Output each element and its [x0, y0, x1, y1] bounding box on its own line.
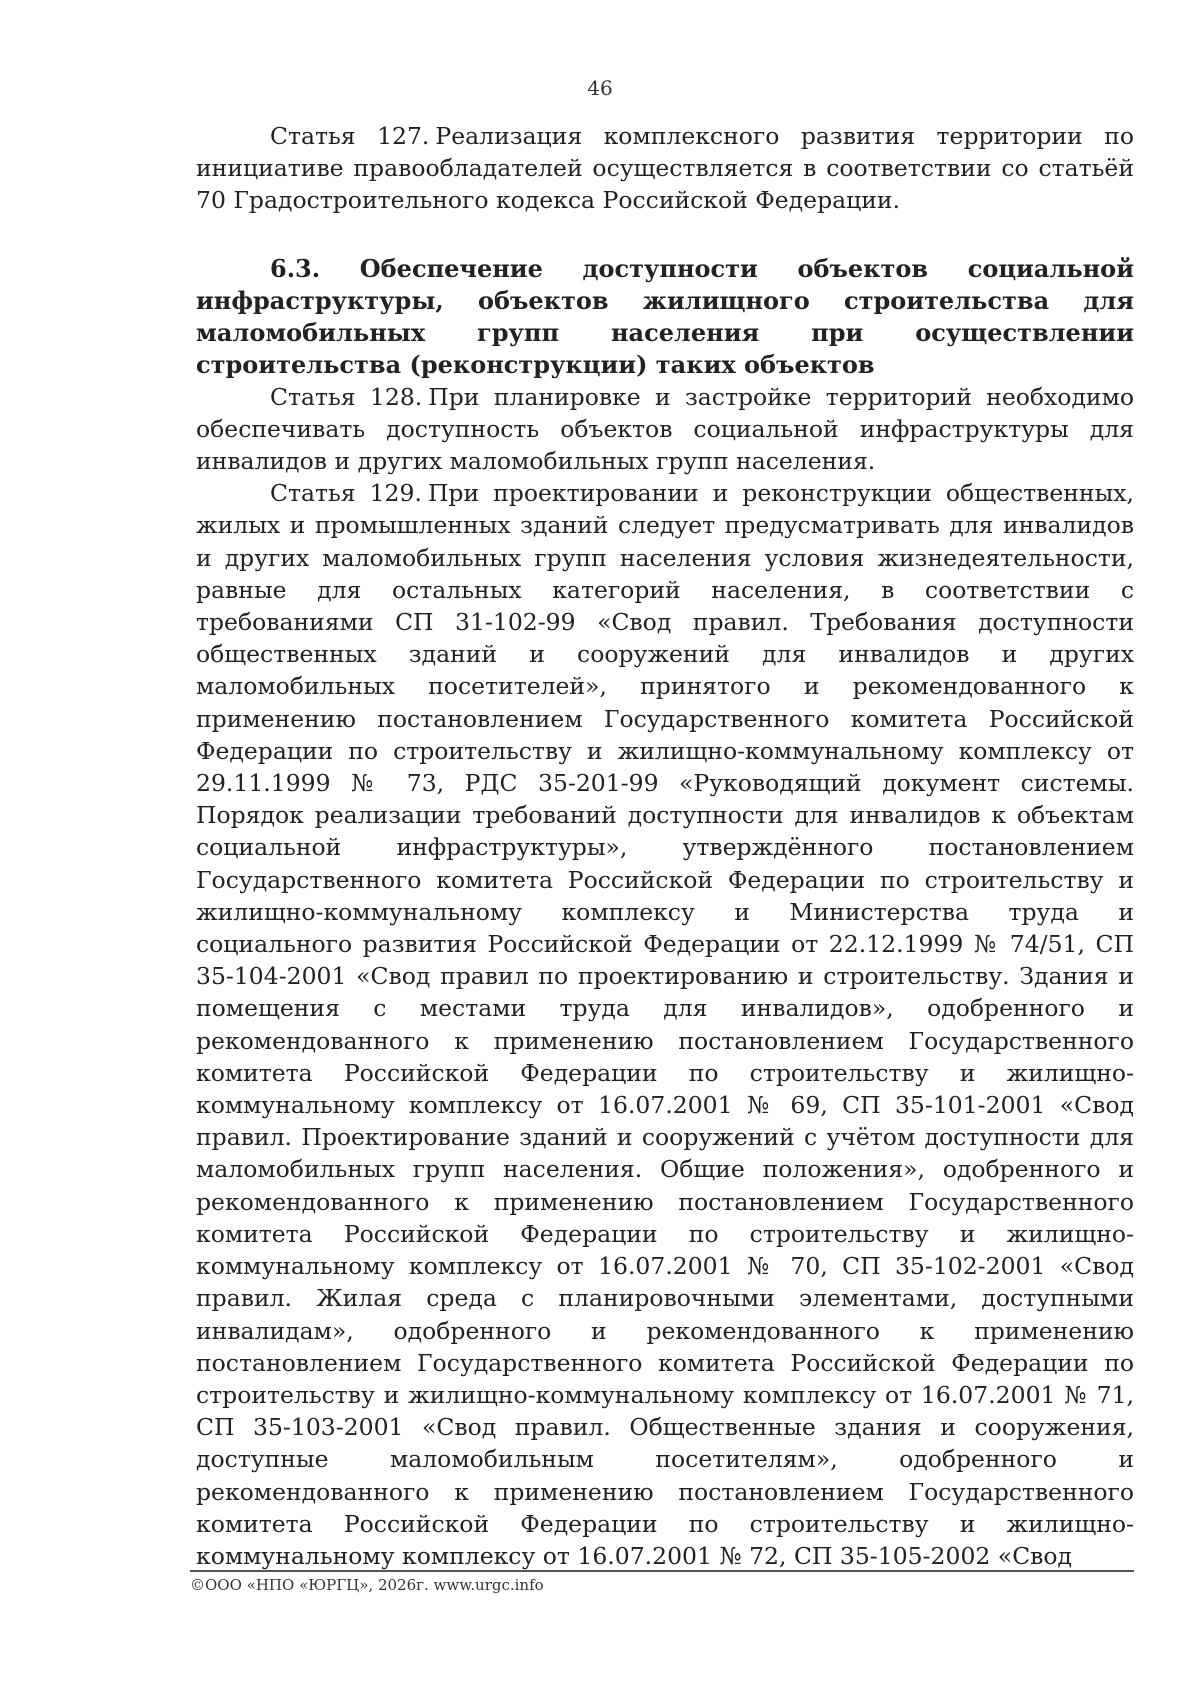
article-127-label: Статья 127. — [270, 122, 430, 150]
article-128-label: Статья 128. — [270, 382, 423, 411]
article-129 — [196, 477, 1134, 1572]
document-body — [196, 120, 1134, 1572]
article-129-label: Статья 129. — [270, 479, 422, 508]
article-127 — [196, 120, 1134, 217]
page-number: 46 — [587, 76, 613, 100]
article-128-text: При планировке и застройке территорий необходимо обеспечивать доступность объектов социальной инфраструктуры для инвалидов и других маломобильных групп населения. — [196, 382, 1135, 476]
footer-copyright: ©ООО «НПО «ЮРГЦ», 2026г. www.urgc.info — [190, 1576, 544, 1594]
article-127-text: Реализация комплексного развития территории по инициативе правообладателей осуществляется в соответствии со статьёй 70 Градостроительного кодекса Российской Федерации. — [196, 122, 1134, 215]
section-6-3-heading: 6.3. Обеспечение доступности объектов социальной инфраструктуры, объектов жилищного строительства для маломобильных групп населения при осуществлении строительства (реконструкции) таких объектов — [196, 253, 1134, 379]
footer-divider — [190, 1570, 1134, 1572]
article-128 — [196, 381, 1134, 478]
article-129-text: При проектировании и реконструкции общественных, жилых и промышленных зданий следует предусматривать для инвалидов и других маломобильных групп населения условия жизнедеятельности, равные для остальных категорий населения, в соответствии с требованиями СП 31-102-99 «Свод правил. Требования доступности общественных зданий и сооружений для инвалидов и других маломобильных посетителей», принятого и рекомендованного к применению постановлением Государственного комитета Российской Федерации по строительству и жилищно-коммунальному комплексу от 29.11.1999 № 73, РДС 35-201-99 «Руководящий документ системы. Порядок реализации требований доступности для инвалидов к объектам социальной инфраструктуры», утверждённого постановлением Государственного комитета Российской Федерации по строительству и жилищно-коммунальному комплексу и Министерства труда и социального развития Российской Федерации от 22.12.1999 № 74/51, СП 35-104-2001 «Свод правил по проектированию и строительству. Здания и помещения с местами труда для инвалидов», одобренного и рекомендованного к применению постановлением Государственного комитета Российской Федерации по строительству и жилищно-коммунальному комплексу от 16.07.2001 № 69, СП 35-101-2001 «Свод правил. Проектирование зданий и сооружений с учётом доступности для маломобильных групп населения. Общие положения», одобренного и рекомендованного к применению постановлением Государственного комитета Российской Федерации по строительству и жилищно-коммунальному комплексу от 16.07.2001 № 70, СП 35-102-2001 «Свод правил. Жилая среда с планировочными элементами, доступными инвалидам», одобренного и рекомендованного к применению постановлением Государственного комитета Российской Федерации по строительству и жилищно-коммунальному комплексу от 16.07.2001 № 71, СП 35-103-2001 «Свод правил. Общественные здания и сооружения, доступные маломобильным посетителям», одобренного и рекомендованного к применению постановлением Государственного комитета Российской Федерации по строительству и жилищно-коммунальному комплексу от 16.07.2001 № 72, СП 35-105-2002 «Свод — [196, 479, 1134, 1570]
